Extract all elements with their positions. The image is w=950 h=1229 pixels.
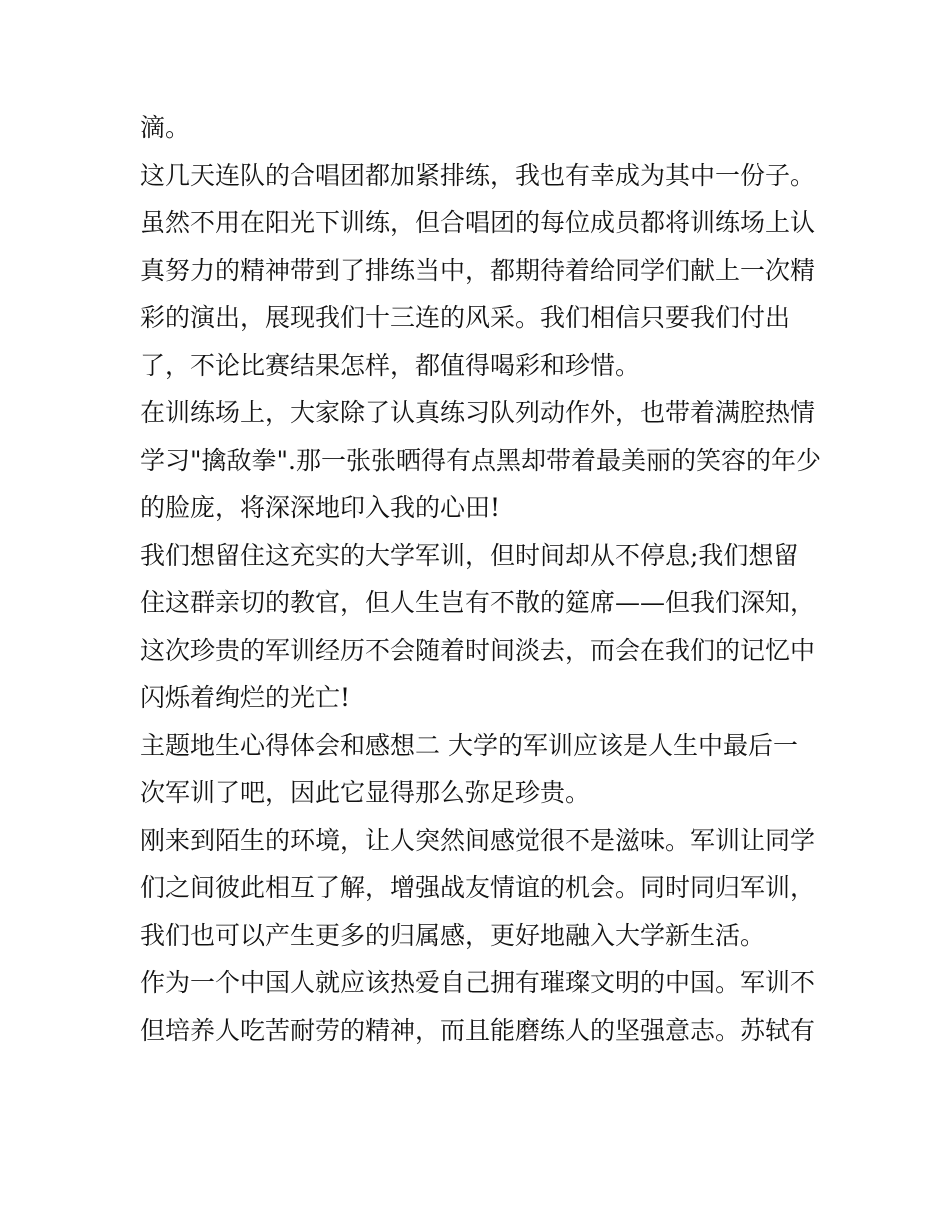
text-line: 彩的演出，展现我们十三连的风采。我们相信只要我们付出 — [140, 303, 791, 332]
text-line: 在训练场上，大家除了认真练习队列动作外，也带着满腔热情 — [140, 398, 816, 427]
text-line: 真努力的精神带到了排练当中，都期待着给同学们献上一次精 — [140, 255, 816, 285]
text-line: 次军训了吧，因此它显得那么弥足珍贵。 — [140, 778, 591, 807]
text-line: 学习"擒敌拳".那一张张晒得有点黑却带着最美丽的笑容的年少 — [140, 445, 821, 475]
text-line: 了，不论比赛结果怎样，都值得喝彩和珍惜。 — [140, 350, 641, 380]
text-line: 这次珍贵的军训经历不会随着时间淡去，而会在我们的记忆中 — [140, 635, 816, 665]
body-text — [140, 104, 840, 1054]
text-line: 刚来到陌生的环境，让人突然间感觉很不是滋味。军训让同学 — [140, 825, 816, 855]
text-line: 我们也可以产生更多的归属感，更好地融入大学新生活。 — [140, 920, 766, 950]
text-line: 但培养人吃苦耐劳的精神，而且能磨练人的坚强意志。苏轼有 — [140, 1015, 816, 1045]
text-line: 这几天连队的合唱团都加紧排练，我也有幸成为其中一份子。 — [140, 160, 816, 190]
text-line: 作为一个中国人就应该热爱自己拥有璀璨文明的中国。军训不 — [140, 968, 816, 997]
text-line: 主题地生心得体会和感想二 大学的军训应该是人生中最后一 — [140, 730, 798, 760]
text-line: 闪烁着绚烂的光亡! — [140, 683, 351, 712]
text-line: 滴。 — [140, 113, 191, 142]
text-line: 的脸庞，将深深地印入我的心田! — [140, 493, 501, 522]
text-line: 我们想留住这充实的大学军训，但时间却从不停息;我们想留 — [140, 540, 799, 570]
text-line: 虽然不用在阳光下训练，但合唱团的每位成员都将训练场上认 — [140, 208, 816, 237]
text-line: 住这群亲切的教官，但人生岂有不散的筵席——但我们深知， — [140, 588, 816, 617]
text-line: 们之间彼此相互了解，增强战友情谊的机会。同时同归军训， — [140, 873, 816, 902]
